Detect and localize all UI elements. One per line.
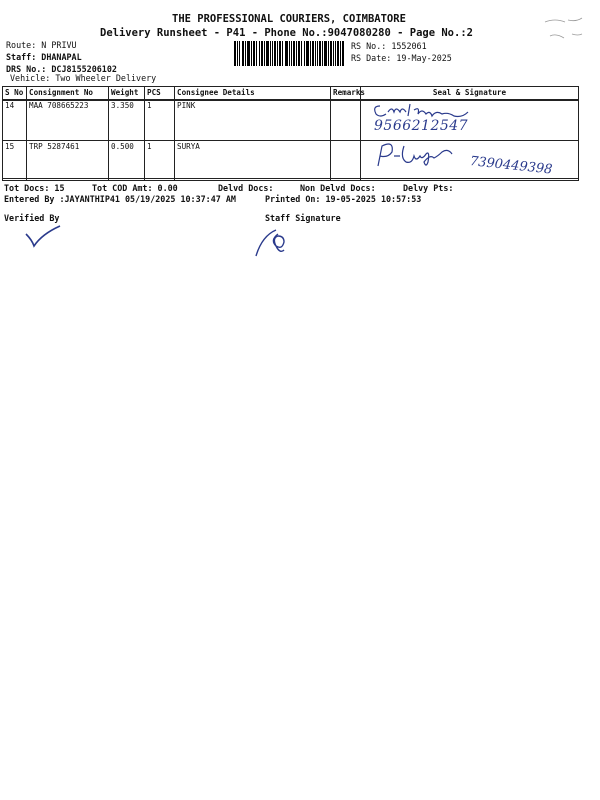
check-icon [24, 224, 64, 250]
col-header-signature: Seal & Signature [361, 87, 579, 100]
cell-pcs: 1 [145, 141, 175, 181]
staff-label: Staff: DHANAPAL [6, 52, 82, 62]
rs-number: RS No.: 1552061 [351, 41, 427, 51]
printed-on: Printed On: 19-05-2025 10:57:53 [265, 194, 422, 204]
table-row [3, 100, 579, 141]
barcode-image [234, 41, 344, 66]
col-header-remarks: Remarks [331, 87, 361, 100]
pencil-mark [540, 14, 590, 44]
drs-number: DRS No.: DCJ8155206102 [6, 64, 117, 74]
verified-by-label: Verified By [4, 213, 60, 223]
col-header-consignment: Consignment No [27, 87, 109, 100]
cell-sno: 15 [3, 141, 27, 181]
cell-sno: 14 [3, 100, 27, 141]
vehicle-label: Vehicle: Two Wheeler Delivery [10, 73, 157, 83]
route-label: Route: N PRIVU [6, 40, 77, 50]
non-delvd-docs: Non Delvd Docs: [300, 183, 376, 193]
handwritten-signature [370, 140, 470, 170]
col-header-sno: S No [3, 87, 27, 100]
document-subtitle: Delivery Runsheet - P41 - Phone No.:9047080280 - Page No.:2 [100, 27, 473, 39]
table-header-row [3, 87, 579, 100]
col-header-weight: Weight [109, 87, 145, 100]
row-separator [2, 178, 578, 179]
col-header-pcs: PCS [145, 87, 175, 100]
delvy-pts: Delvy Pts: [403, 183, 454, 193]
document-title: THE PROFESSIONAL COURIERS, COIMBATORE [172, 13, 406, 25]
staff-signature-label: Staff Signature [265, 213, 341, 223]
tot-cod-amt: Tot COD Amt: 0.00 [92, 183, 178, 193]
cell-consignment: TRP 5287461 [27, 141, 109, 181]
cell-weight: 3.350 [109, 100, 145, 141]
cell-consignment: MAA 708665223 [27, 100, 109, 141]
col-header-consignee: Consignee Details [175, 87, 331, 100]
staff-signature-mark [254, 226, 294, 258]
tot-docs: Tot Docs: 15 [4, 183, 65, 193]
handwritten-phone: 9566212547 [374, 118, 469, 134]
entered-by: Entered By :JAYANTHIP41 05/19/2025 10:37:47 AM [4, 194, 236, 204]
cell-consignee: PINK [175, 100, 331, 141]
cell-remarks [331, 141, 361, 181]
cell-remarks [331, 100, 361, 141]
handwritten-phone: 7390449398 [469, 154, 554, 178]
delvd-docs: Delvd Docs: [218, 183, 274, 193]
cell-consignee: SURYA [175, 141, 331, 181]
cell-pcs: 1 [145, 100, 175, 141]
rs-date: RS Date: 19-May-2025 [351, 53, 452, 63]
cell-weight: 0.500 [109, 141, 145, 181]
